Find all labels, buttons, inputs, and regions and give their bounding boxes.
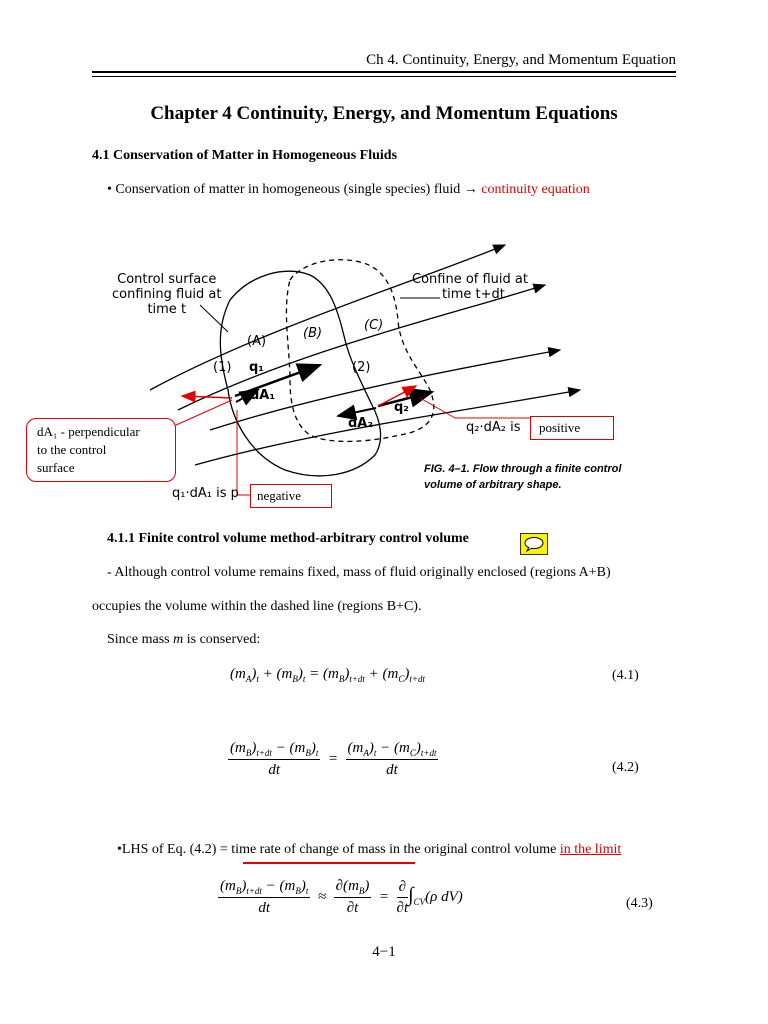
label-region-b: (B) xyxy=(303,326,323,341)
lhs-text-b: in the original control volume xyxy=(385,842,560,857)
paragraph-dashed-line: occupies the volume within the dashed line (regions B+C). xyxy=(92,599,422,614)
lhs-text-in-limit: in the limit xyxy=(559,842,622,857)
label-q1dA1: q₁·dA₁ is p xyxy=(172,486,239,501)
callout-dA-line1: dA₁ - perpendicular xyxy=(37,424,140,439)
callout-dA-line3: surface xyxy=(37,460,75,475)
equation-4-3: $\frac{(m_B)_{t+dt} - (m_B)_t}{dt}$ ≈ $\frac{\partial(m_B)}{\partial t}$ = $\frac{\partial}{\partial t}$ $\int_{CV}(\rho$ dV) xyxy=(220,878,463,916)
mass-text-a: Since mass xyxy=(107,632,174,647)
label-cs-line3: time t xyxy=(147,302,187,317)
mass-symbol: m xyxy=(173,632,184,647)
label-confine-line2: time t+dt xyxy=(442,287,505,302)
caption-line2: volume of arbitrary shape. xyxy=(424,479,562,491)
label-q2dA2: q₂·dA₂ is xyxy=(466,420,521,435)
mass-text-b: is conserved: xyxy=(183,632,261,647)
equation-4-1: $(m_A)_t + (m_B)_t = (m_B)_{t+dt} + (m_C)_{t+dt}$ xyxy=(230,666,425,684)
q1-vector xyxy=(235,365,320,396)
chapter-title: Chapter 4 Continuity, Energy, and Momentum Equations xyxy=(150,103,618,124)
label-point-2: (2) xyxy=(352,360,371,375)
equation-4-2: $\frac{(m_B)_{t+dt} - (m_B)_t}{dt}$ = $\frac{(m_A)_t - (m_C)_{t+dt}}{dt}$ xyxy=(230,740,437,778)
label-q1: q₁ xyxy=(249,360,264,375)
label-dA2: dA₂ xyxy=(348,416,374,431)
callout-positive: positive xyxy=(530,416,614,440)
section-heading-4-1-1: 4.1.1 Finite control volume method-arbitrary control volume xyxy=(107,531,469,546)
streamline-1 xyxy=(150,245,505,390)
label-cs-line2: confining fluid at xyxy=(112,287,222,302)
lhs-explanation xyxy=(117,842,621,858)
lhs-text-a: •LHS of Eq. (4.2) = xyxy=(117,842,232,857)
streamline-2 xyxy=(178,285,545,410)
section-heading-4-1: 4.1 Conservation of Matter in Homogeneous Fluids xyxy=(92,148,398,163)
label-control-surface xyxy=(112,272,222,317)
dA2-vector xyxy=(338,408,376,416)
label-region-a: (A) xyxy=(247,334,267,349)
leader-positive xyxy=(420,398,455,418)
label-confine-line1: Confine of fluid at xyxy=(412,272,528,287)
paragraph-control-volume: - Although control volume remains fixed, mass of fluid originally enclosed (regions A+B) xyxy=(107,565,611,580)
callout-negative: negative xyxy=(250,484,332,508)
label-point-1: (1) xyxy=(213,360,232,375)
equation-number-4-2: (4.2) xyxy=(612,760,639,775)
label-cs-line1: Control surface xyxy=(117,272,217,287)
equation-number-4-1: (4.1) xyxy=(612,668,639,683)
label-region-c: (C) xyxy=(364,318,384,333)
equation-number-4-3: (4.3) xyxy=(626,896,653,911)
callout-dA-line2: to the control xyxy=(37,442,107,457)
paragraph-mass-conserved xyxy=(107,632,260,648)
header-rule-thick xyxy=(92,71,676,73)
comment-icon[interactable] xyxy=(520,533,548,555)
continuity-highlight: continuity equation xyxy=(481,182,590,197)
label-q2: q₂ xyxy=(394,400,409,415)
page-number: 4−1 xyxy=(372,944,396,960)
lhs-text-underlined: time rate of change of mass xyxy=(231,842,386,857)
red-normal-arrow-1 xyxy=(182,396,232,398)
header-rule-thin xyxy=(92,76,676,77)
figure-caption xyxy=(424,461,621,493)
label-dA1: dA₁ xyxy=(250,388,276,403)
red-underline xyxy=(243,862,415,864)
caption-line1: FIG. 4–1. Flow through a finite control xyxy=(424,463,622,475)
bullet-conservation xyxy=(107,182,590,198)
callout-dA-perpendicular xyxy=(26,418,176,482)
running-header: Ch 4. Continuity, Energy, and Momentum Equation xyxy=(366,52,676,68)
bullet-text: • Conservation of matter in homogeneous (single species) fluid → xyxy=(107,182,478,197)
label-confine xyxy=(412,272,528,302)
